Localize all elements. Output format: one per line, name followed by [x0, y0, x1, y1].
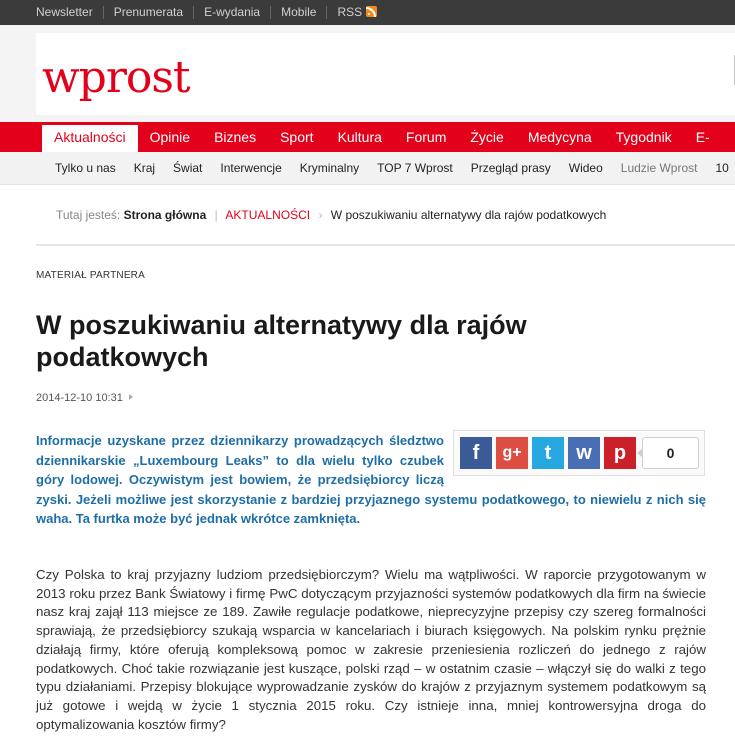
- tab-medycyna[interactable]: Medycyna: [527, 129, 592, 145]
- newsletter-link[interactable]: Newsletter: [36, 5, 93, 19]
- tab-tygodnik[interactable]: Tygodnik: [615, 129, 672, 145]
- google-plus-icon[interactable]: [496, 437, 528, 469]
- rss-icon: [366, 6, 377, 17]
- tab-biznes[interactable]: Biznes: [214, 129, 257, 145]
- breadcrumb-current: W poszukiwaniu alternatywy dla rajów podatkowych: [330, 208, 607, 222]
- e-editions-link[interactable]: E-wydania: [193, 6, 270, 19]
- sub-navigation: [0, 152, 735, 185]
- twitter-icon[interactable]: [532, 437, 564, 469]
- article-body: Czy Polska to kraj przyjazny ludziom przedsiębiorczym? Wielu ma wątpliwości. W raporcie przygotowanym w 2013 roku przez Bank Światowy i firmę PwC dotyczącym przyjazności systemów podatkowych dla firm na świecie nasz kraj zajął 113 miejsce ze 189. Zawiłe regulacje podatkowe, nieprecyzyjne przepisy czy szereg formalności sprawiają, że przedsiębiorcy szukają wsparcia w kancelariach i biurach księgowych. Na polskim rynku prężnie działają firmy, które oferują kompleksową pomoc w zakresie przeniesienia rozliczeń do jednego z rajów podatkowych. Choć takie rozwiązanie jest kuszące, polski rząd – w ostatnim czasie – włączył się do walki z tego typu działaniami. Przepisy blokujące wyprowadzanie zysków do krajów z przyjaznym systemem podatkowym są już gotowe i wejdą w życie 1 stycznia 2015 roku. Czy istnieje inna, mniej kontrowersyjna droga do optymalizowania kosztów firmy?: [36, 567, 706, 732]
- article-date: [36, 392, 133, 404]
- tab-e-wydania[interactable]: E-: [695, 129, 710, 145]
- utility-links: [36, 0, 387, 25]
- tab-sport[interactable]: Sport: [280, 129, 314, 145]
- breadcrumb-separator: |: [214, 208, 218, 222]
- mobile-link[interactable]: Mobile: [270, 6, 326, 19]
- facebook-icon[interactable]: [460, 437, 492, 469]
- share-box: [453, 430, 705, 476]
- subscription-link[interactable]: Prenumerata: [103, 6, 193, 19]
- logo-area: [36, 33, 735, 115]
- site-header: [0, 25, 735, 122]
- main-navigation: [0, 122, 735, 152]
- wykop-glyph: w: [576, 442, 592, 464]
- google-plus-glyph: g+: [502, 444, 522, 461]
- subnav-item-interwencje[interactable]: Interwencje: [220, 161, 282, 175]
- breadcrumb-prefix: Tutaj jesteś:: [56, 208, 121, 222]
- rss-link[interactable]: [326, 6, 387, 19]
- breadcrumb: [56, 208, 606, 222]
- wykop-icon[interactable]: [568, 437, 600, 469]
- subnav-item-wideo[interactable]: Wideo: [568, 161, 603, 175]
- facebook-glyph: f: [472, 442, 480, 464]
- breadcrumb-section-link[interactable]: AKTUALNOŚCI: [225, 208, 311, 222]
- date-arrow-icon: [129, 394, 133, 400]
- article-title: W poszukiwaniu alternatywy dla rajów podatkowych: [36, 310, 527, 372]
- tab-kultura[interactable]: Kultura: [337, 129, 382, 145]
- share-count: 0: [642, 437, 699, 469]
- subnav-item-top7[interactable]: TOP 7 Wprost: [377, 161, 453, 175]
- wprost-logo[interactable]: wprost: [42, 52, 190, 103]
- subnav-item-kryminalny[interactable]: Kryminalny: [299, 161, 360, 175]
- tab-forum[interactable]: Forum: [405, 129, 447, 145]
- subnav-item-ludzie-wprost[interactable]: Ludzie Wprost: [620, 161, 698, 175]
- content-divider: [36, 244, 735, 246]
- subnav-item-kraj[interactable]: Kraj: [133, 161, 156, 175]
- main-nav-tabs: [42, 122, 735, 152]
- subnav-item-swiat[interactable]: Świat: [173, 161, 203, 175]
- article-lead-text: Informacje uzyskane przez dziennikarzy prowadzących śledztwo dziennikarskie „Luxembourg Leaks” to dla wielu tylko czubek góry lodowej. Oczywistym jest bowiem, że przedsiębiorcy liczą zyski. Jeżeli możliwe jest skorzystanie z bardziej przyjaznego systemu podatkowego, to niewielu z nich się waha. Ta furtka może być jednak wkrótce zamknięta.: [36, 433, 706, 526]
- subnav-item-10[interactable]: 10: [715, 161, 729, 175]
- article-date-text: 2014-12-10 10:31: [36, 392, 123, 404]
- twitter-glyph: t: [544, 442, 552, 464]
- tab-zycie[interactable]: Życie: [470, 129, 504, 145]
- subnav-item-tylko-u-nas[interactable]: Tylko u nas: [55, 161, 116, 175]
- rss-label: RSS: [337, 5, 363, 19]
- tab-opinie[interactable]: Opinie: [149, 129, 191, 145]
- tab-aktualnosci[interactable]: Aktualności: [42, 125, 138, 152]
- pinterest-glyph: p: [613, 442, 627, 464]
- breadcrumb-arrow-icon: ›: [318, 208, 323, 222]
- pinterest-icon[interactable]: [604, 437, 636, 469]
- breadcrumb-home-link[interactable]: Strona główna: [123, 208, 207, 222]
- sub-nav-items: [46, 152, 735, 184]
- partner-label: MATERIAŁ PARTNERA: [36, 270, 145, 281]
- top-utility-bar: [0, 0, 735, 25]
- subnav-item-przeglad-prasy[interactable]: Przegląd prasy: [470, 161, 551, 175]
